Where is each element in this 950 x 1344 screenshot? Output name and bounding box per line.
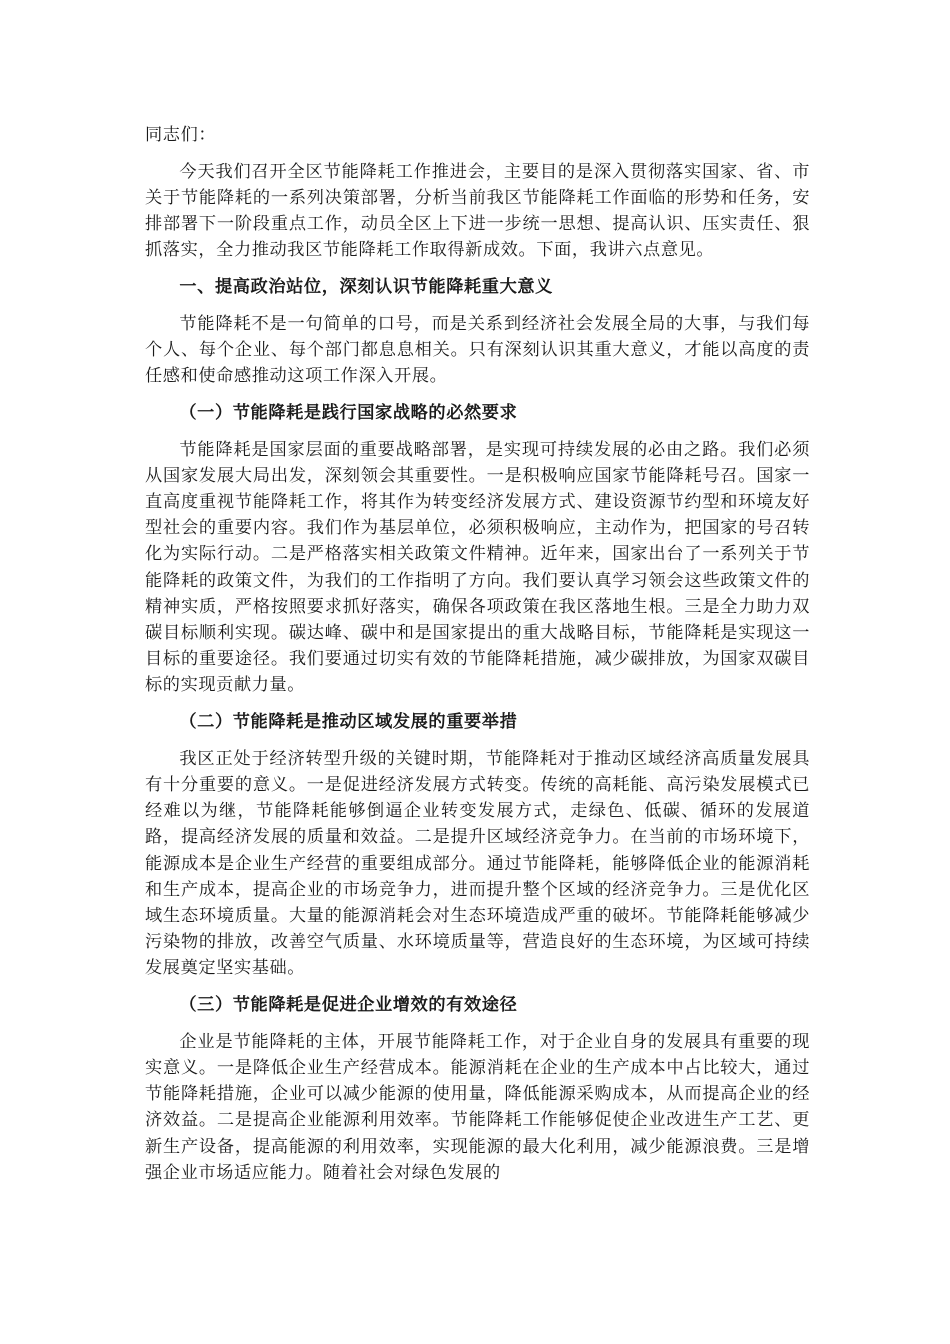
subsection-2-body: 我区正处于经济转型升级的关键时期，节能降耗对于推动区域经济高质量发展具有十分重要的意义。一是促进经济发展方式转变。传统的高耗能、高污染发展模式已经难以为继，节能降耗能够倒逼企业转变发展方式，走绿色、低碳、循环的发展道路，提高经济发展的质量和效益。二是提升区域经济竞争力。在当前的市场环境下，能源成本是企业生产经营的重要组成部分。通过节能降耗，能够降低企业的能源消耗和生产成本，提高企业的市场竞争力，进而提升整个区域的经济竞争力。三是优化区域生态环境质量。大量的能源消耗会对生态环境造成严重的破坏。节能降耗能够减少污染物的排放，改善空气质量、水环境质量等，营造良好的生态环境，为区域可持续发展奠定坚实基础。 [145, 748, 810, 979]
section-1-heading: 一、提高政治站位，深刻认识节能降耗重大意义 [179, 277, 553, 298]
subsection-3-body: 企业是节能降耗的主体，开展节能降耗工作，对于企业自身的发展具有重要的现实意义。一是降低企业生产经营成本。能源消耗在企业的生产成本中占比较大，通过节能降耗措施，企业可以减少能源的使用量，降低能源采购成本，从而提高企业的经济效益。二是提高企业能源利用效率。节能降耗工作能够促使企业改进生产工艺、更新生产设备，提高能源的利用效率，实现能源的最大化利用，减少能源浪费。三是增强企业市场适应能力。随着社会对绿色发展的 [145, 1031, 810, 1183]
subsection-1-heading: （一）节能降耗是践行国家战略的必然要求 [179, 402, 518, 423]
subsection-2-heading: （二）节能降耗是推动区域发展的重要举措 [179, 712, 518, 733]
greeting: 同志们： [145, 125, 217, 145]
section-1-intro: 节能降耗不是一句简单的口号，而是关系到经济社会发展全局的大事，与我们每个人、每个企业、每个部门都息息相关。只有深刻认识其重大意义，才能以高度的责任感和使命感推动这项工作深入开展。 [145, 313, 810, 387]
subsection-3-heading: （三）节能降耗是促进企业增效的有效途径 [179, 995, 518, 1016]
document-page [145, 122, 810, 1197]
subsection-1-body: 节能降耗是国家层面的重要战略部署，是实现可持续发展的必由之路。我们必须从国家发展大局出发，深刻领会其重要性。一是积极响应国家节能降耗号召。国家一直高度重视节能降耗工作，将其作为转变经济发展方式、建设资源节约型和环境友好型社会的重要内容。我们作为基层单位，必须积极响应，主动作为，把国家的号召转化为实际行动。二是严格落实相关政策文件精神。近年来，国家出台了一系列关于节能降耗的政策文件，为我们的工作指明了方向。我们要认真学习领会这些政策文件的精神实质，严格按照要求抓好落实，确保各项政策在我区落地生根。三是全力助力双碳目标顺利实现。碳达峰、碳中和是国家提出的重大战略目标，节能降耗是实现这一目标的重要途径。我们要通过切实有效的节能降耗措施，减少碳排放，为国家双碳目标的实现贡献力量。 [145, 439, 810, 696]
intro-paragraph: 今天我们召开全区节能降耗工作推进会，主要目的是深入贯彻落实国家、省、市关于节能降耗的一系列决策部署，分析当前我区节能降耗工作面临的形势和任务，安排部署下一阶段重点工作，动员全区上下进一步统一思想、提高认识、压实责任、狠抓落实，全力推动我区节能降耗工作取得新成效。下面，我讲六点意见。 [145, 161, 810, 261]
